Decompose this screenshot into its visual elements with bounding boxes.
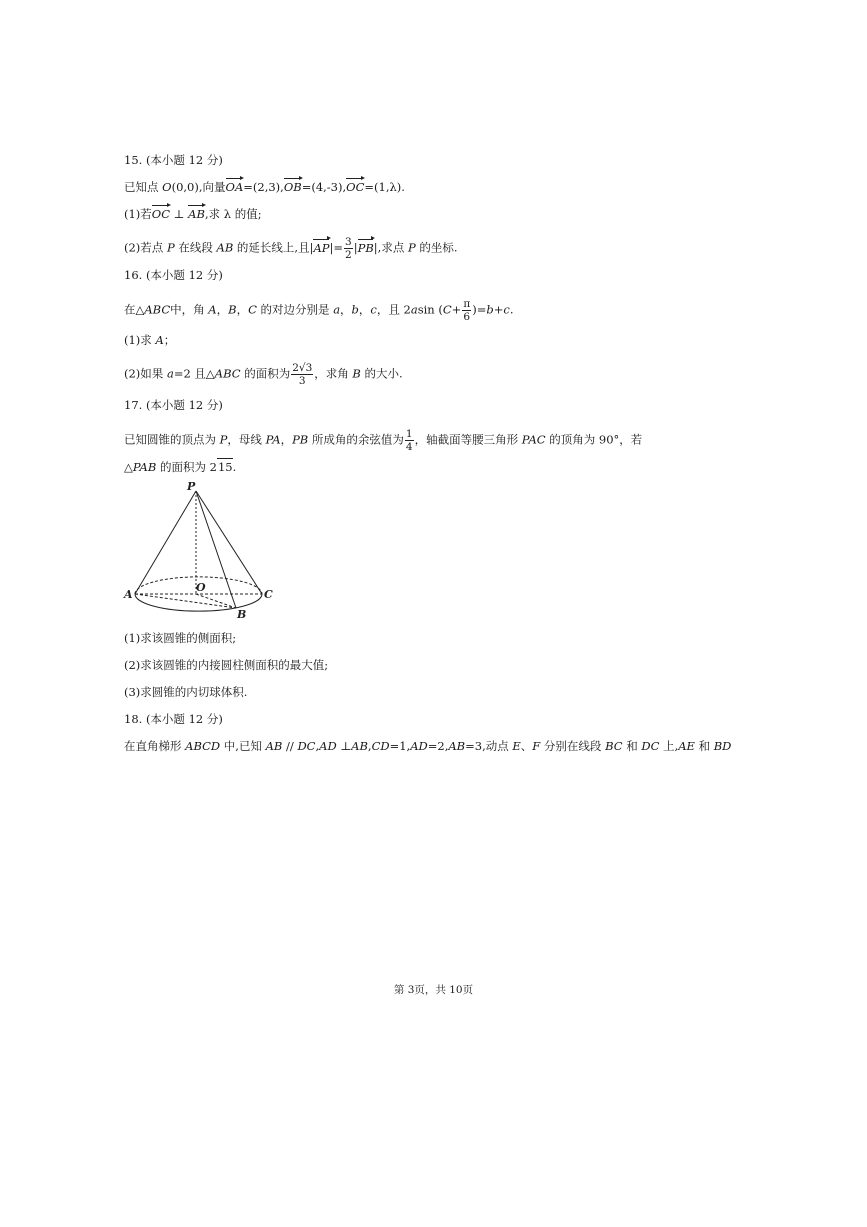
q16-statement: 在△ABC中，角 A，B，C 的对边分别是 a，b，c，且 2asin (C+ $\frac{\pi}{6}$ )=b+c.: [124, 298, 514, 323]
label-c: C: [264, 588, 273, 601]
label-p: P: [187, 480, 196, 493]
q16-part2: (2)如果 a=2 且△ABC 的面积为 $\frac{2√3}{3}$ ，求角 B 的大小.: [124, 362, 403, 387]
q16-part1: (1)求 A；: [124, 333, 176, 347]
q15-part1: (1)若OC ⊥ AB,求 λ 的值;: [124, 207, 262, 221]
fraction-2sqrt3-3: $\frac{2√3}{3}$: [292, 362, 313, 387]
q17-heading: 17. (本小题 12 分): [124, 398, 223, 412]
label-a: A: [124, 588, 133, 601]
q17-part1: (1)求该圆锥的侧面积;: [124, 631, 237, 645]
q18-heading: 18. (本小题 12 分): [124, 712, 223, 726]
fraction-pi-6: $\frac{\pi}{6}$: [463, 298, 471, 323]
q18-statement: 在直角梯形 ABCD 中,已知 AB // DC,AD ⊥AB,CD=1,AD=2,AB=3,动点 E、F 分别在线段 BC 和 DC 上,AE 和 BD: [124, 739, 732, 753]
q17-statement: 已知圆锥的顶点为 P，母线 PA，PB 所成角的余弦值为 $\frac{1}{4}$ ，轴截面等腰三角形 PAC 的顶角为 90°，若: [124, 428, 643, 453]
q15-statement: 已知点 O(0,0),向量OA=(2,3),OB=(4,-3),OC=(1,λ).: [124, 180, 405, 194]
label-o: O: [196, 581, 206, 594]
sqrt-15: 15: [217, 460, 233, 474]
vector-oa: OA: [225, 180, 244, 194]
q15-heading: 15. (本小题 12 分): [124, 153, 223, 167]
q17-part3: (3)求圆锥的内切球体积.: [124, 685, 248, 699]
label-b: B: [237, 608, 247, 621]
fraction-1-4: $\frac{1}{4}$: [405, 428, 413, 453]
q17-part2: (2)求该圆锥的内接圆柱侧面积的最大值;: [124, 658, 329, 672]
vector-oc: OC: [346, 180, 365, 194]
fraction-3-2: $\frac{3}{2}$: [345, 236, 352, 261]
q16-heading: 16. (本小题 12 分): [124, 268, 223, 282]
q15-part2: (2)若点 P 在线段 AB 的延长线上,且|AP|= $\frac{3}{2}$ |PB|,求点 P 的坐标.: [124, 236, 458, 261]
q17-statement-cont: △PAB 的面积为 215.: [124, 460, 237, 474]
cone-figure: [120, 478, 280, 622]
vector-ob: OB: [283, 180, 302, 194]
page-footer: 第 3页，共 10页: [393, 984, 474, 996]
